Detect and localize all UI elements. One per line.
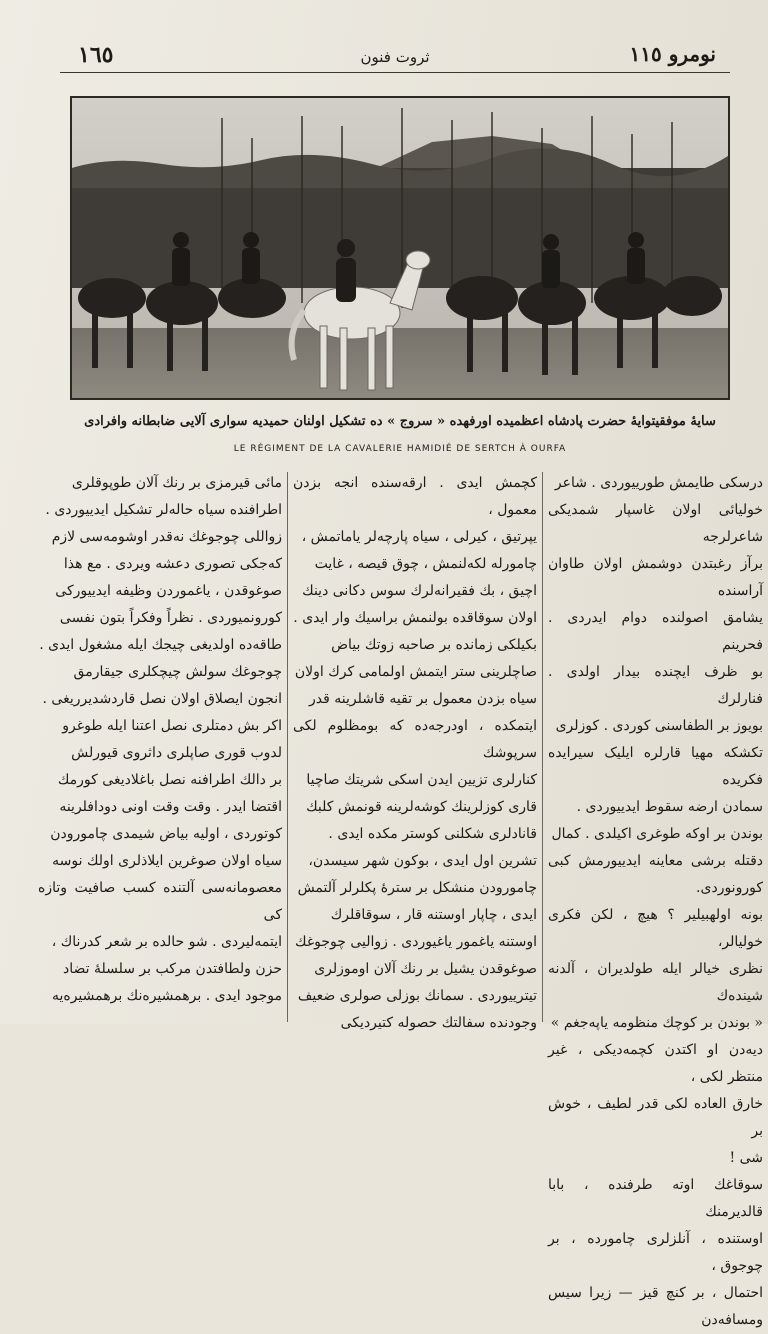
- page-header: [60, 38, 730, 73]
- text-line: بونه اولهبیلیر ؟ هیچ ، لکن فکری خولیالر،: [548, 907, 763, 950]
- text-line: چامورله لکه‌لنمش ، چوق قیصه ، غایت: [314, 556, 537, 572]
- text-line: کنارلری تزیین ایدن اسکی شریتك صاچیا: [306, 772, 537, 788]
- text-column-left: [38, 470, 282, 1024]
- text-line: یشامق اصولنده دوام ایدردی . فحرینم: [548, 610, 763, 653]
- column-divider: [542, 472, 543, 1022]
- text-line: صوغوقدن ، یاغموردن وظیفه ایدییورکی: [55, 583, 282, 599]
- text-line: « بوندن بر کوچك منظومه یاپه‌جغم »: [550, 1015, 763, 1031]
- text-line: موجود ایدی . برهمشیره‌نك برهمشیره‌یه: [51, 988, 282, 1004]
- text-line: سوقاغك اوته طرفنده ، بابا قالدیرمنك: [548, 1177, 763, 1220]
- text-line: بر دالك اطرافنه نصل باغلادیغی کورمك: [57, 772, 282, 788]
- text-line: سیاه بزدن معمول بر تقیه قاشلرینه قدر: [309, 691, 537, 707]
- photo-caption-french: LE RÉGIMENT DE LA CAVALERIE HAMIDIÉ DE SERTCH À OURFA: [233, 444, 567, 454]
- text-line: ایدی ، چاپار اوستنه قار ، سوقاقلرك: [330, 907, 537, 923]
- text-line: صوغوقدن یشیل بر رنك آلان اوموزلری: [314, 961, 537, 977]
- text-line: وجودنده سفالتك حصوله کتیردیکی: [340, 1015, 537, 1031]
- text-line: خارق العاده لکی قدر لطیف ، خوش بر: [548, 1096, 763, 1139]
- text-line: سمادن ارضه سقوط ایدییوردی .: [576, 799, 763, 815]
- text-line: بو ظرف ایچنده بیدار اولدی . فنارلرك: [548, 664, 763, 707]
- text-line: قانادلری شکلنی کوستر مکده ایدی .: [328, 826, 537, 842]
- text-line: دقتله برشی معاینه ایدییورمش کبی کورونوردی.: [548, 853, 763, 896]
- text-line: اقتضا ایدر . وقت وقت اونی دودافلرینه: [59, 799, 282, 815]
- text-line: کورونمیوردی . نظراً وفکراً بتون نفسی: [59, 610, 282, 626]
- text-line: چوجوغك سولش چیچکلری جیقارمق: [73, 664, 282, 680]
- text-line: مائی قیرمزی بر رنك آلان طوپوقلری: [71, 475, 282, 491]
- text-line: بکیلکی زمانده بر صاحبه زوتك بیاض: [331, 637, 537, 653]
- issue-number: [629, 42, 716, 66]
- text-line: قاری کوزلرینك کوشه‌لرینه قونمش کلبك: [306, 799, 537, 815]
- text-line: احتمال ، بر کنچ قیز — زیرا سیس ومسافه‌دن: [548, 1285, 763, 1328]
- photo-caption-turkish: سایهٔ موفقیتوایهٔ حضرت پادشاه اعظمیده اورفهده « سروج » ده تشکیل اولنان حمیدیه سواری آلایی ضابطانه وافرادی: [84, 414, 716, 429]
- text-line: معصومانه‌سی آلتنده کسب صافیت وتازه کی: [38, 880, 282, 923]
- text-line: که‌جکی تصوری دعشه ویردی . مع هذا: [63, 556, 282, 572]
- issue-value: ١١٥: [629, 42, 662, 66]
- text-line: صاچلرینی ستر ایتمش اولمامی کرك اولان: [294, 664, 537, 680]
- text-line: ایتمه‌لیردی . شو حالده بر شعر کدرناك ،: [51, 934, 282, 950]
- text-line: درسکی طایمش طورییوردی . شاعر: [554, 475, 763, 491]
- text-line: بوندن بر اوکه طوغری اکیلدی . کمال: [551, 826, 763, 842]
- text-line: تیترییوردی . سمانك بوزلی صولری ضعیف: [297, 988, 537, 1004]
- column-divider: [287, 472, 288, 1022]
- publication-title: ثروت فنون: [360, 48, 430, 66]
- text-line: انجون ایصلاق اولان نصل قاردشدیرریغی .: [42, 691, 282, 707]
- page-number: ١٦٥: [78, 42, 114, 68]
- issue-label: نومرو: [668, 42, 716, 66]
- text-line: تشرین اول ایدی ، بوکون شهر سیسدن،: [308, 853, 537, 869]
- text-line: یپرتیق ، کیرلی ، سیاه پارچه‌لر یاماتمش ،: [301, 529, 537, 545]
- text-line: نظری خیالر ایله طولدیران ، آلدنه شینده‌ك: [548, 961, 763, 1004]
- text-line: سیاه اولان صوغرین ایلاذلری اولك نوسه: [52, 853, 282, 869]
- text-line: خولیائی اولان غاسپار شمدیکی شاعرلرجه: [548, 502, 763, 545]
- text-line: دیه‌دن او اکتدن کچمه‌دیکی ، غیر منتظر لکی ،: [548, 1042, 763, 1085]
- text-line: اوستنه یاغمور یاغیوردی . زوالیی چوجوغك: [295, 934, 537, 950]
- text-line: اکر بش دمتلری نصل اعتنا ایله طوغرو: [62, 718, 282, 734]
- text-line: کوتوردی ، اولیه بیاض شیمدی چامورودن: [50, 826, 282, 842]
- text-column-right: [548, 470, 763, 1328]
- text-line: کچمش ایدی . ارقه‌سنده انجه بزدن معمول ،: [293, 475, 537, 518]
- text-line: لدوب قوری صاپلری داثروی قیورلش: [71, 745, 282, 761]
- text-line: اولان سوقاقده بولنمش براسیك وار ایدی .: [293, 610, 537, 626]
- text-line: بویوز بر الطفاسنی کوردی . کوزلری: [555, 718, 763, 734]
- text-column-middle: [293, 470, 537, 1031]
- text-line: چامورودن منشکل بر سترهٔ پکلرلر آلتمش: [297, 880, 537, 896]
- text-line: طاقه‌ده اولدیغی چیجك ایله مشغول ایدی .: [39, 637, 282, 653]
- text-line: زواللی چوجوغك نه‌قدر اوشومه‌سی لازم: [51, 529, 282, 545]
- text-line: اوستنده ، آنلزلری چامورده ، بر چوجوق ،: [548, 1231, 763, 1274]
- text-line: برآز رغبتدن دوشمش اولان طاوان آراسنده: [548, 556, 763, 599]
- text-line: تکشکه مهیا قارلره ایلیک سیرایده فکریده: [548, 745, 763, 788]
- text-line: حزن ولطافتدن مرکب بر سلسلهٔ تضاد: [62, 961, 282, 977]
- text-line: اچیق ، بك فقیرانه‌لرك سوس دکانی دینك: [302, 583, 537, 599]
- text-line: شی !: [729, 1150, 763, 1166]
- text-line: اطرافنده سیاه حاله‌لر تشکیل ایدییوردی .: [45, 502, 282, 518]
- text-line: ایتمکده ، اودرجه‌ده که بومظلوم لکی سرپوشك: [293, 718, 537, 761]
- cavalry-regiment-photo: [70, 96, 730, 400]
